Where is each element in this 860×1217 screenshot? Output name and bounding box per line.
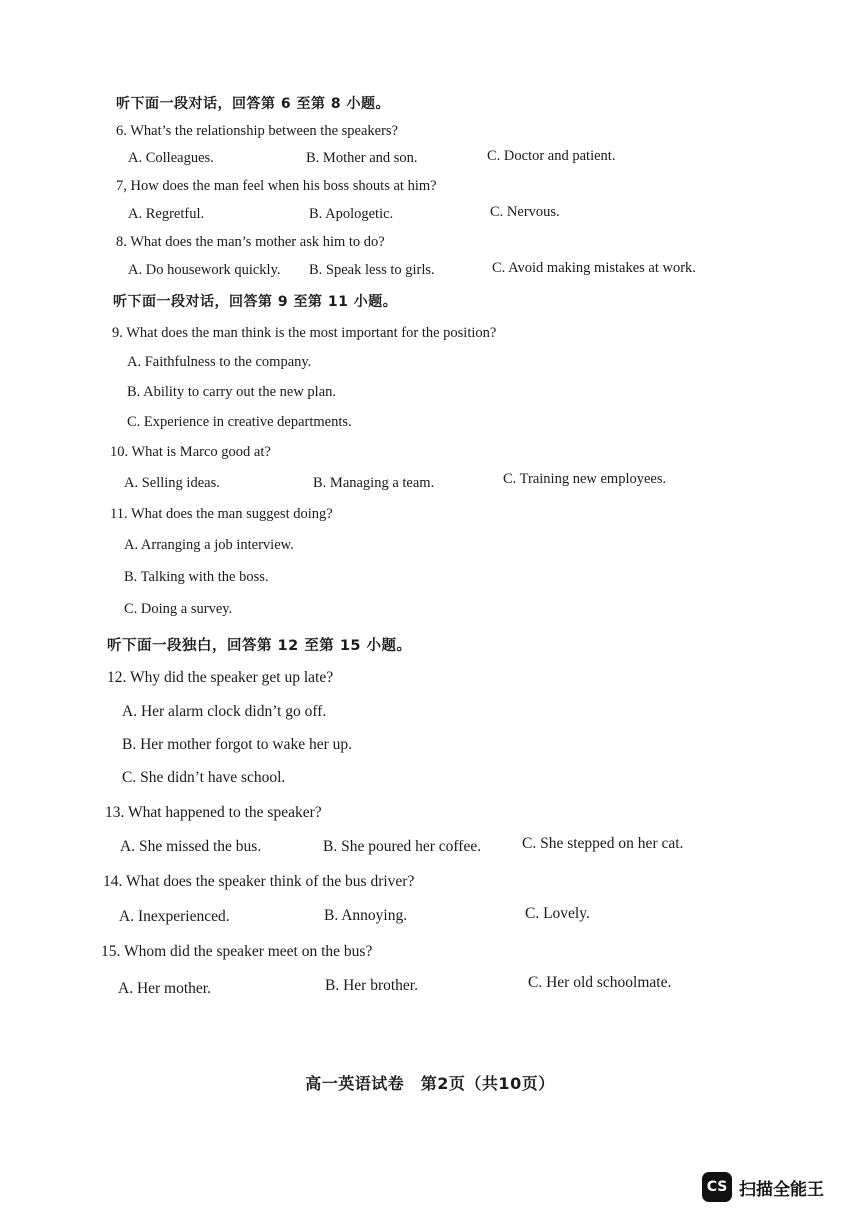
question-7-stem: 7, How does the man feel when his boss shouts at him? bbox=[116, 178, 437, 194]
question-6-option-a: A. Colleagues. bbox=[128, 150, 214, 166]
question-9-stem: 9. What does the man think is the most important for the position? bbox=[112, 325, 497, 341]
question-7-option-b: B. Apologetic. bbox=[309, 206, 394, 222]
section-heading-2: 听下面一段对话，回答第 9 至第 11 小题。 bbox=[113, 294, 398, 310]
section-heading-3: 听下面一段独白，回答第 12 至第 15 小题。 bbox=[107, 638, 412, 654]
section-heading-1: 听下面一段对话，回答第 6 至第 8 小题。 bbox=[116, 96, 390, 112]
scanner-app-name: 扫描全能王 bbox=[739, 1179, 824, 1200]
question-14-option-c: C. Lovely. bbox=[525, 905, 590, 922]
question-14-stem: 14. What does the speaker think of the bus driver? bbox=[103, 873, 415, 890]
question-13-option-a: A. She missed the bus. bbox=[120, 838, 262, 855]
page-footer: 高一英语试卷 第2页（共10页） bbox=[305, 1074, 555, 1093]
question-13-option-b: B. She poured her coffee. bbox=[323, 838, 482, 855]
question-12-option-a: A. Her alarm clock didn’t go off. bbox=[122, 703, 327, 720]
question-13-stem: 13. What happened to the speaker? bbox=[105, 804, 322, 821]
question-8-option-c: C. Avoid making mistakes at work. bbox=[492, 260, 696, 276]
question-6-option-b: B. Mother and son. bbox=[306, 150, 418, 166]
question-9-option-b: B. Ability to carry out the new plan. bbox=[127, 384, 337, 400]
question-7-option-a: A. Regretful. bbox=[128, 206, 205, 222]
question-10-option-c: C. Training new employees. bbox=[503, 471, 667, 487]
question-10-option-b: B. Managing a team. bbox=[313, 475, 435, 491]
question-12-option-b: B. Her mother forgot to wake her up. bbox=[122, 736, 353, 753]
question-10-option-a: A. Selling ideas. bbox=[124, 475, 220, 491]
question-8-stem: 8. What does the man’s mother ask him to do? bbox=[116, 234, 385, 250]
question-14-option-a: A. Inexperienced. bbox=[119, 908, 230, 925]
question-8-option-b: B. Speak less to girls. bbox=[309, 262, 435, 278]
question-13-option-c: C. She stepped on her cat. bbox=[522, 835, 684, 852]
question-8-option-a: A. Do housework quickly. bbox=[128, 262, 281, 278]
question-11-stem: 11. What does the man suggest doing? bbox=[110, 506, 333, 522]
camscanner-logo-icon: CS bbox=[702, 1172, 732, 1202]
question-9-option-a: A. Faithfulness to the company. bbox=[127, 354, 312, 370]
question-15-option-a: A. Her mother. bbox=[118, 980, 211, 997]
question-11-option-a: A. Arranging a job interview. bbox=[124, 537, 294, 553]
question-7-option-c: C. Nervous. bbox=[490, 204, 560, 220]
question-10-stem: 10. What is Marco good at? bbox=[110, 444, 271, 460]
question-12-option-c: C. She didn’t have school. bbox=[122, 769, 286, 786]
question-6-option-c: C. Doctor and patient. bbox=[487, 148, 616, 164]
question-15-option-b: B. Her brother. bbox=[325, 977, 418, 994]
question-12-stem: 12. Why did the speaker get up late? bbox=[107, 669, 334, 686]
question-9-option-c: C. Experience in creative departments. bbox=[127, 414, 352, 430]
question-15-stem: 15. Whom did the speaker meet on the bus? bbox=[101, 943, 373, 960]
scanner-watermark bbox=[702, 1172, 824, 1202]
question-15-option-c: C. Her old schoolmate. bbox=[528, 974, 672, 991]
question-14-option-b: B. Annoying. bbox=[324, 907, 408, 924]
question-11-option-c: C. Doing a survey. bbox=[124, 601, 233, 617]
question-6-stem: 6. What’s the relationship between the speakers? bbox=[116, 123, 398, 139]
question-11-option-b: B. Talking with the boss. bbox=[124, 569, 269, 585]
